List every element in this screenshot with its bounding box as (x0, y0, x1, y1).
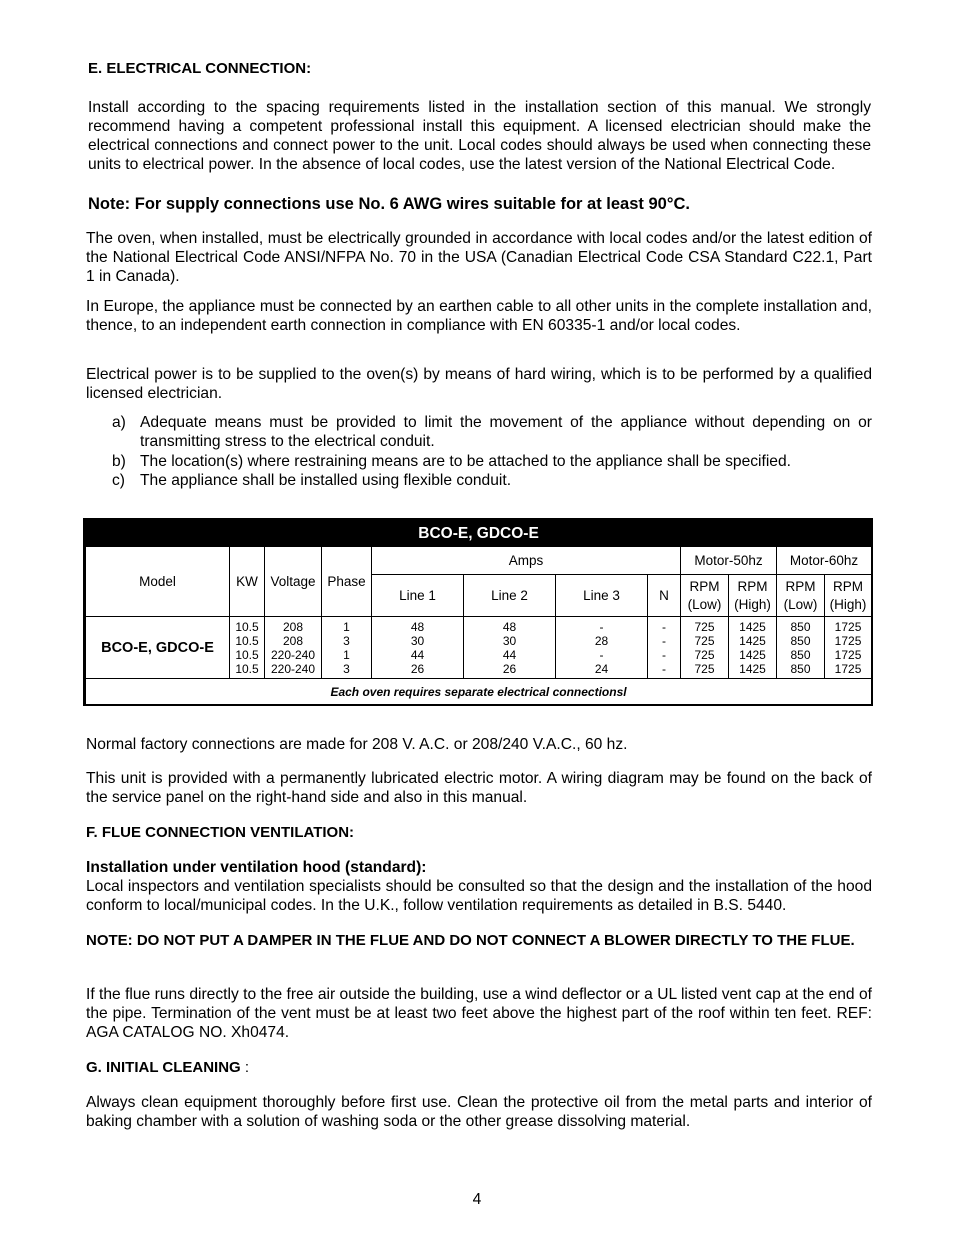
section-f-subheading: Installation under ventilation hood (standard): (86, 859, 427, 876)
header-voltage: Voltage (265, 547, 322, 617)
section-g-heading (86, 1058, 249, 1077)
header-phase: Phase (322, 547, 372, 617)
header-kw: KW (230, 547, 265, 617)
cell-line-2: 48 30 44 26 (464, 617, 556, 679)
header-amps: Amps (372, 547, 681, 575)
header-rpm-high-50: RPM (High) (729, 575, 777, 617)
section-f-heading: F. FLUE CONNECTION VENTILATION: (86, 824, 355, 841)
cell-rpm-low-60: 850 850 850 850 (777, 617, 825, 679)
cell-model: BCO-E, GDCO-E (86, 617, 230, 679)
header-model: Model (86, 547, 230, 617)
header-line-2: Line 2 (464, 575, 556, 617)
section-e-paragraph-3: In Europe, the appliance must be connected by an earthen cable to all other units in the complete installation and, thence, to an independent earth connection in compliance with EN 60335-1 and/or local codes. (86, 298, 872, 334)
list-text: The location(s) where restraining means are to be attached to the appliance shall be specified. (140, 453, 791, 470)
section-e-wire-note: Note: For supply connections use No. 6 AWG wires suitable for at least 90°C. (88, 195, 690, 213)
cell-n: - - - - (648, 617, 681, 679)
list-text: Adequate means must be provided to limit the movement of the appliance without depending on or transmitting stress to the electrical conduit. (140, 414, 872, 450)
section-g-paragraph: Always clean equipment thoroughly before first use. Clean the protective oil from the metal parts and interior of baking chamber with a solution of washing soda or the other grease dissolving material. (86, 1094, 872, 1130)
section-g-heading-suffix: : (240, 1059, 250, 1076)
section-g-heading-text: G. INITIAL CLEANING (86, 1059, 241, 1076)
list-item (112, 471, 872, 490)
section-f-paragraph-1: Local inspectors and ventilation specialists should be consulted so that the design and the installation of the hood conform to local/municipal codes. In the U.K., follow ventilation requirements as detailed in B.S. 5440. (86, 878, 872, 914)
cell-rpm-low-50: 725 725 725 725 (681, 617, 729, 679)
cell-rpm-high-60: 1725 1725 1725 1725 (825, 617, 872, 679)
electrical-spec-table (83, 518, 873, 706)
cell-line-3: - 28 - 24 (556, 617, 648, 679)
list-item (112, 452, 872, 471)
header-line-3: Line 3 (556, 575, 648, 617)
table-title: BCO-E, GDCO-E (86, 521, 872, 547)
section-e-heading: E. ELECTRICAL CONNECTION: (88, 60, 312, 77)
cell-rpm-high-50: 1425 1425 1425 1425 (729, 617, 777, 679)
motor-paragraph: This unit is provided with a permanently lubricated electric motor. A wiring diagram may be found on the back of the service panel on the right-hand side and also in this manual. (86, 770, 872, 806)
cell-line-1: 48 30 44 26 (372, 617, 464, 679)
list-item (112, 413, 872, 451)
section-e-paragraph-2: The oven, when installed, must be electrically grounded in accordance with local codes and/or the latest edition of the National Electrical Code ANSI/NFPA No. 70 in the USA (Canadian Electrical Code CSA Standard C22.1, Part 1 in Canada). (86, 230, 872, 285)
list-marker: c) (112, 472, 125, 489)
section-f-damper-note: NOTE: DO NOT PUT A DAMPER IN THE FLUE AND DO NOT CONNECT A BLOWER DIRECTLY TO THE FLUE. (86, 932, 855, 949)
header-n: N (648, 575, 681, 617)
section-f-paragraph-2: If the flue runs directly to the free air outside the building, use a wind deflector or a UL listed vent cap at the end of the pipe. Termination of the vent must be at least two feet above the highest part of the roof within ten feet. REF: AGA CATALOG NO. Xh0474. (86, 986, 872, 1041)
header-rpm-low-60: RPM (Low) (777, 575, 825, 617)
table-row (86, 617, 872, 679)
cell-kw: 10.5 10.5 10.5 10.5 (230, 617, 265, 679)
factory-connections-paragraph: Normal factory connections are made for 208 V. A.C. or 208/240 V.A.C., 60 hz. (86, 736, 628, 753)
header-rpm-high-60: RPM (High) (825, 575, 872, 617)
table-footer-note: Each oven requires separate electrical connectionsl (86, 679, 872, 706)
section-e-paragraph-1: Install according to the spacing requirements listed in the installation section of this manual. We strongly recommend having a competent professional install this equipment. A licensed electrician should make the electrical connections and connect power to the unit. Local codes should always be used when connecting these units to electrical power. In the absence of local codes, use the latest version of the National Electrical Code. (88, 99, 871, 173)
list-marker: b) (112, 453, 126, 470)
list-marker: a) (112, 414, 126, 431)
cell-phase: 1 3 1 3 (322, 617, 372, 679)
header-rpm-low-50: RPM (Low) (681, 575, 729, 617)
header-line-1: Line 1 (372, 575, 464, 617)
section-e-paragraph-4: Electrical power is to be supplied to the oven(s) by means of hard wiring, which is to be performed by a qualified licensed electrician. (86, 366, 872, 402)
page-number: 4 (472, 1191, 482, 1208)
header-motor-60hz: Motor-60hz (777, 547, 872, 575)
cell-voltage: 208 208 220-240 220-240 (265, 617, 322, 679)
list-text: The appliance shall be installed using flexible conduit. (140, 472, 512, 489)
header-motor-50hz: Motor-50hz (681, 547, 777, 575)
